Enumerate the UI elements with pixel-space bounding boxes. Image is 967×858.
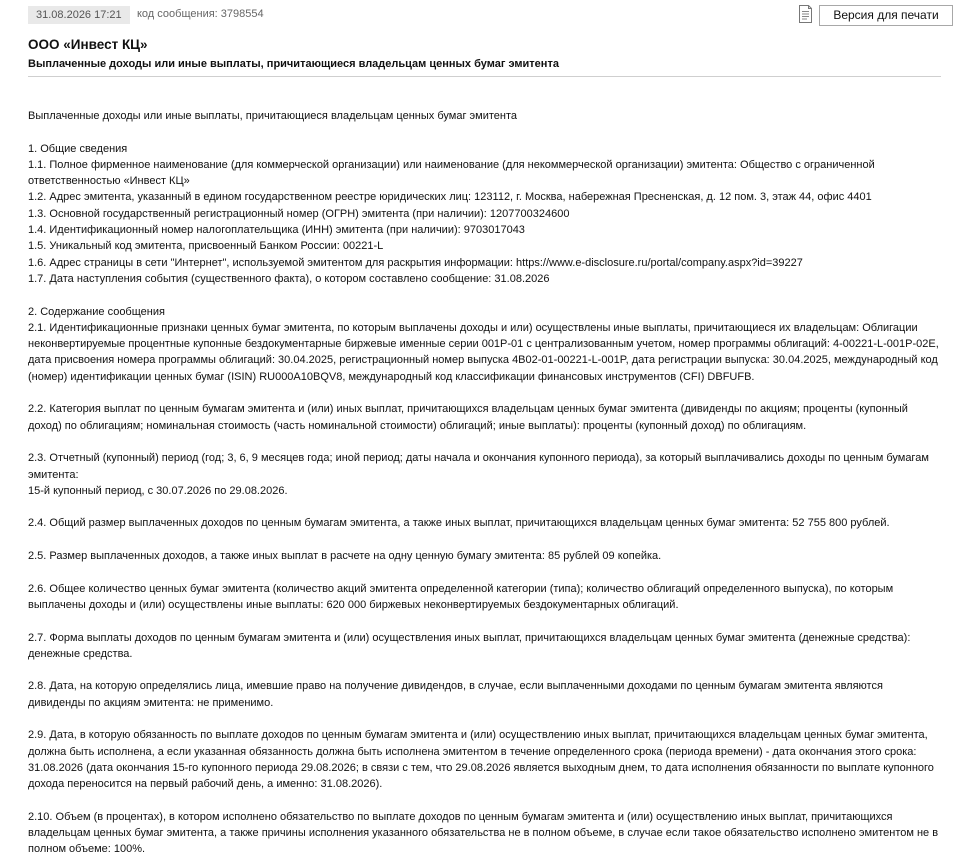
section-1-item: 1.4. Идентификационный номер налогоплательщика (ИНН) эмитента (при наличии): 9703017043	[28, 224, 525, 237]
message-body	[28, 108, 943, 858]
header-divider	[28, 76, 941, 77]
section-2-item: 2.2. Категория выплат по ценным бумагам эмитента и (или) иных выплат, причитающихся владельцам ценных бумаг эмитента (дивиденды по акциям; проценты (купонный доход) по облигациям; номинальная стоимость (часть номинальной стоимости) облигаций; иные выплаты): проценты (купонный доход) по облигациям.	[28, 403, 908, 432]
section-2-item: 2.5. Размер выплаченных доходов, а также иных выплат в расчете на одну ценную бумагу эмитента: 85 рублей 09 копейка.	[28, 550, 662, 563]
section-2-item: 2.4. Общий размер выплаченных доходов по ценным бумагам эмитента, а также иных выплат, причитающихся владельцам ценных бумаг эмитента: 52 755 800 рублей.	[28, 517, 890, 530]
company-name: ООО «Инвест КЦ»	[28, 37, 148, 52]
section-1-item: 1.5. Уникальный код эмитента, присвоенный Банком России: 00221-L	[28, 240, 384, 253]
section-1-item: 1.6. Адрес страницы в сети "Интернет", используемой эмитентом для раскрытия информации: https://www.e-disclosure.ru/portal/company.aspx?id=39227	[28, 256, 803, 269]
section-2-item: 2.6. Общее количество ценных бумаг эмитента (количество акций эмитента определенной категории (типа); количество облигаций определенного выпуска), по которым выплачены доходы и (или) осуществлены иные выплаты: 620 000 биржевых неконвертируемых бездокументарных облигаций.	[28, 582, 894, 611]
page-subtitle: Выплаченные доходы или иные выплаты, причитающиеся владельцам ценных бумаг эмитента	[28, 58, 559, 70]
section-2-item: 2.3. Отчетный (купонный) период (год; 3, 6, 9 месяцев года; иной период; даты начала и окончания купонного периода), за который выплачивались доходы по ценным бумагам эмитента:	[28, 452, 929, 481]
section-1-item: 1.3. Основной государственный регистрационный номер (ОГРН) эмитента (при наличии): 1207700324600	[28, 207, 570, 220]
section-1-heading: 1. Общие сведения	[28, 142, 128, 155]
section-2-item: 15-й купонный период, с 30.07.2026 по 29.08.2026.	[28, 484, 288, 497]
body-title: Выплаченные доходы или иные выплаты, причитающиеся владельцам ценных бумаг эмитента	[28, 110, 517, 122]
section-1-item: 1.1. Полное фирменное наименование (для коммерческой организации) или наименование (для некоммерческой организации) эмитента: Общество с ограниченной ответственностью «Инвест КЦ»	[28, 158, 875, 188]
section-2-item: 2.9. Дата, в которую обязанность по выплате доходов по ценным бумагам эмитента и (или) осуществлению иных выплат, причитающихся владельцам ценных бумаг эмитента, должна быть исполнена, а если указанная обязанность должна быть исполнена эмитентом в течение определенного срока (периода времени) - дата окончания этого срока: 31.08.2026 (дата окончания 15-го купонного периода 29.08.2026; в связи с тем, что 29.08.2026 является выходным днем, то дата исполнения обязанности по выплате купонного дохода переносится на первый рабочий день, а именно: 31.08.2026).	[28, 729, 934, 791]
datetime-badge: 31.08.2026 17:21	[28, 6, 130, 24]
printer-document-icon[interactable]	[798, 5, 813, 24]
section-2-item: 2.10. Объем (в процентах), в котором исполнено обязательство по выплате доходов по ценным бумагам эмитента и (или) осуществлению иных выплат, причитающихся владельцам ценных бумаг эмитента, а также причины исполнения указанного обязательства не в полном объеме, в случае если такое обязательство исполнено эмитентом не в полном объеме: 100%.	[28, 810, 939, 856]
top-bar	[0, 0, 967, 30]
section-2-item: 2.7. Форма выплаты доходов по ценным бумагам эмитента и (или) осуществления иных выплат, причитающихся владельцам ценных бумаг эмитента (денежные средства): денежные средства.	[28, 631, 911, 660]
message-code: код сообщения: 3798554	[137, 8, 264, 20]
section-2-item: 2.8. Дата, на которую определялись лица, имевшие право на получение дивидендов, в случае, если выплаченными доходами по ценным бумагам эмитента являются дивиденды по акциям эмитента: не применимо.	[28, 680, 883, 709]
section-1-item: 1.7. Дата наступления события (существенного факта), о котором составлено сообщение: 31.08.2026	[28, 272, 550, 285]
section-1-item: 1.2. Адрес эмитента, указанный в едином государственном реестре юридических лиц: 123112, г. Москва, набережная Пресненская, д. 12 пом. 3, этаж 44, офис 4401	[28, 191, 872, 204]
section-2-heading: 2. Содержание сообщения	[28, 305, 165, 318]
section-2-item: 2.1. Идентификационные признаки ценных бумаг эмитента, по которым выплачены доходы и или) осуществлены иные выплаты, причитающиеся их владельцам: Облигации неконвертируемые процентные купонные бездокументарные биржевые именные серии 001Р-01 с централизованным учетом, номер программы облигаций: 4-00221-L-001P-02E, дата присвоения номера программы облигаций: 30.04.2025, регистрационный номер выпуска 4B02-01-00221-L-001P, дата регистрации выпуска: 30.04.2025, международный код (номер) идентификации ценных бумаг (ISIN) RU000A10BQV8, международный код классификации финансовых инструментов (CFI) DBFUFB.	[28, 321, 939, 383]
print-version-button[interactable]: Версия для печати	[819, 5, 953, 26]
